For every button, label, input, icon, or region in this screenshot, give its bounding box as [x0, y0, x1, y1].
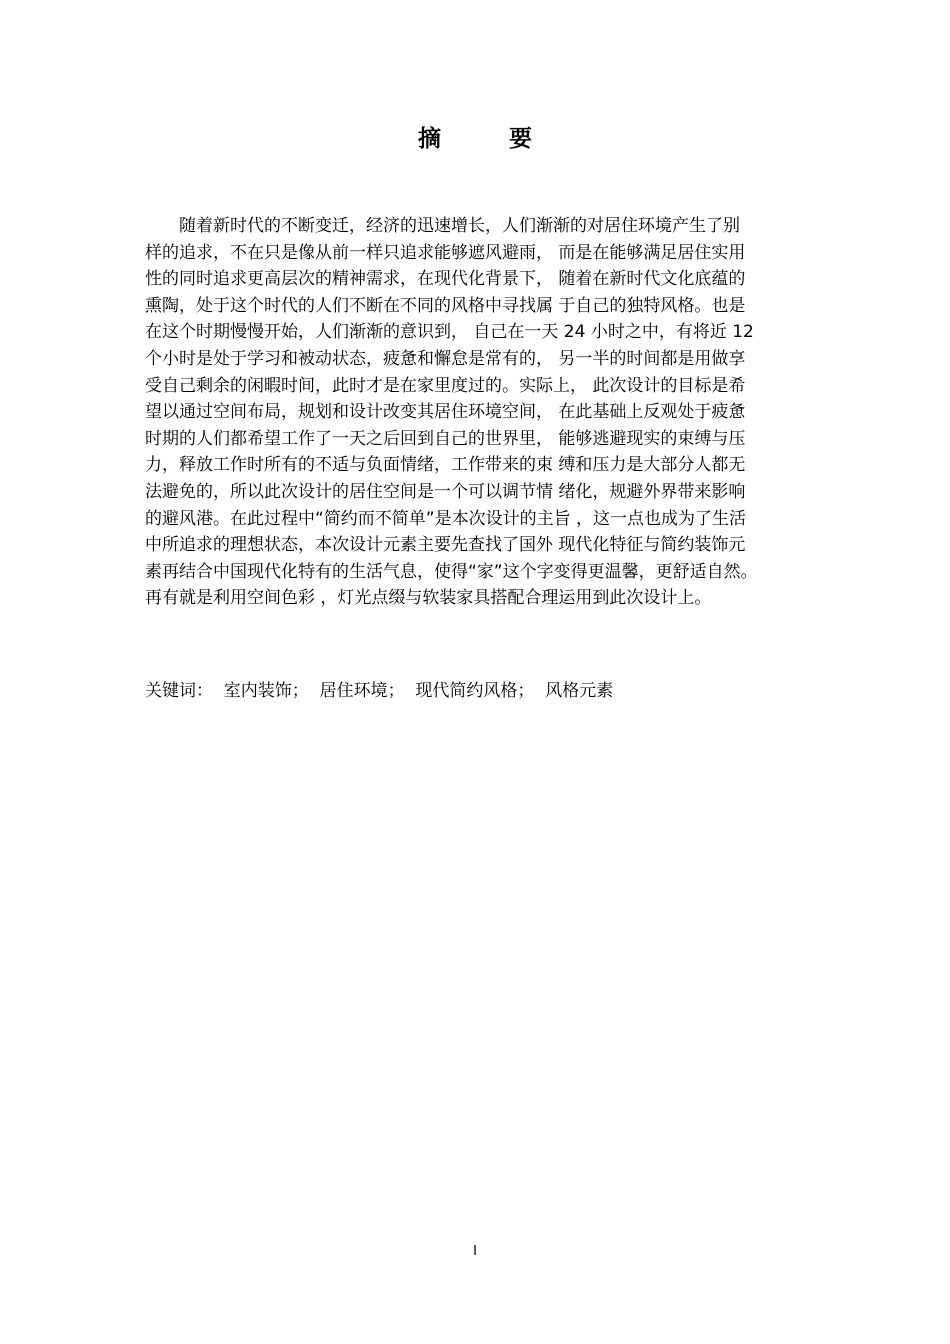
abstract-line: 受自己剩余的闲暇时间，此时才是在家里度过的。实际上， 此次设计的目标是希 [145, 375, 746, 396]
abstract-line: 的避风港。在此过程中“简约而不简单”是本次设计的主旨 ，这一点也成为了生活 [145, 508, 747, 529]
page-number: I [473, 1244, 477, 1259]
abstract-line: 时期的人们都希望工作了一天之后回到自己的世界里， 能够逃避现实的束缚与压 [145, 428, 746, 449]
abstract-line: 法避免的，所以此次设计的居住空间是一个可以调节情 绪化，规避外界带来影响 [145, 481, 746, 502]
abstract-line: 样的追求，不在只是像从前一样只追求能够遮风避雨， 而是在能够满足居住实用 [145, 242, 746, 263]
abstract-line: 中所追求的理想状态，本次设计元素主要先查找了国外 现代化特征与简约装饰元 [145, 535, 746, 556]
abstract-line: 再有就是利用空间色彩 ，灯光点缀与软装家具搭配合理运用到此次设计上。 [145, 588, 712, 609]
keywords-line: 关键词： 室内装饰； 居住环境； 现代简约风格； 风格元素 [145, 681, 614, 701]
abstract-line: 力，释放工作时所有的不适与负面情绪，工作带来的束 缚和压力是大部分人都无 [145, 455, 746, 476]
abstract-line: 在这个时期慢慢开始，人们渐渐的意识到， 自己在一天 24 小时之中，有将近 12 [145, 322, 754, 343]
abstract-body [145, 213, 815, 612]
abstract-line: 个小时是处于学习和被动状态，疲惫和懈怠是常有的， 另一半的时间都是用做享 [145, 348, 746, 369]
abstract-line: 望以通过空间布局，规划和设计改变其居住环境空间， 在此基础上反观处于疲惫 [145, 402, 746, 423]
abstract-line: 性的同时追求更高层次的精神需求，在现代化背景下， 随着在新时代文化底蕴的 [145, 269, 746, 290]
abstract-line: 熏陶，处于这个时代的人们不断在不同的风格中寻找属 于自己的独特风格。也是 [145, 295, 746, 316]
abstract-line: 素再结合中国现代化特有的生活气息，使得“家”这个字变得更温馨，更舒适自然。 [145, 561, 758, 582]
abstract-line: 随着新时代的不断变迁，经济的迅速增长，人们渐渐的对居住环境产生了别 [145, 216, 740, 236]
page-title: 摘 要 [417, 126, 562, 152]
